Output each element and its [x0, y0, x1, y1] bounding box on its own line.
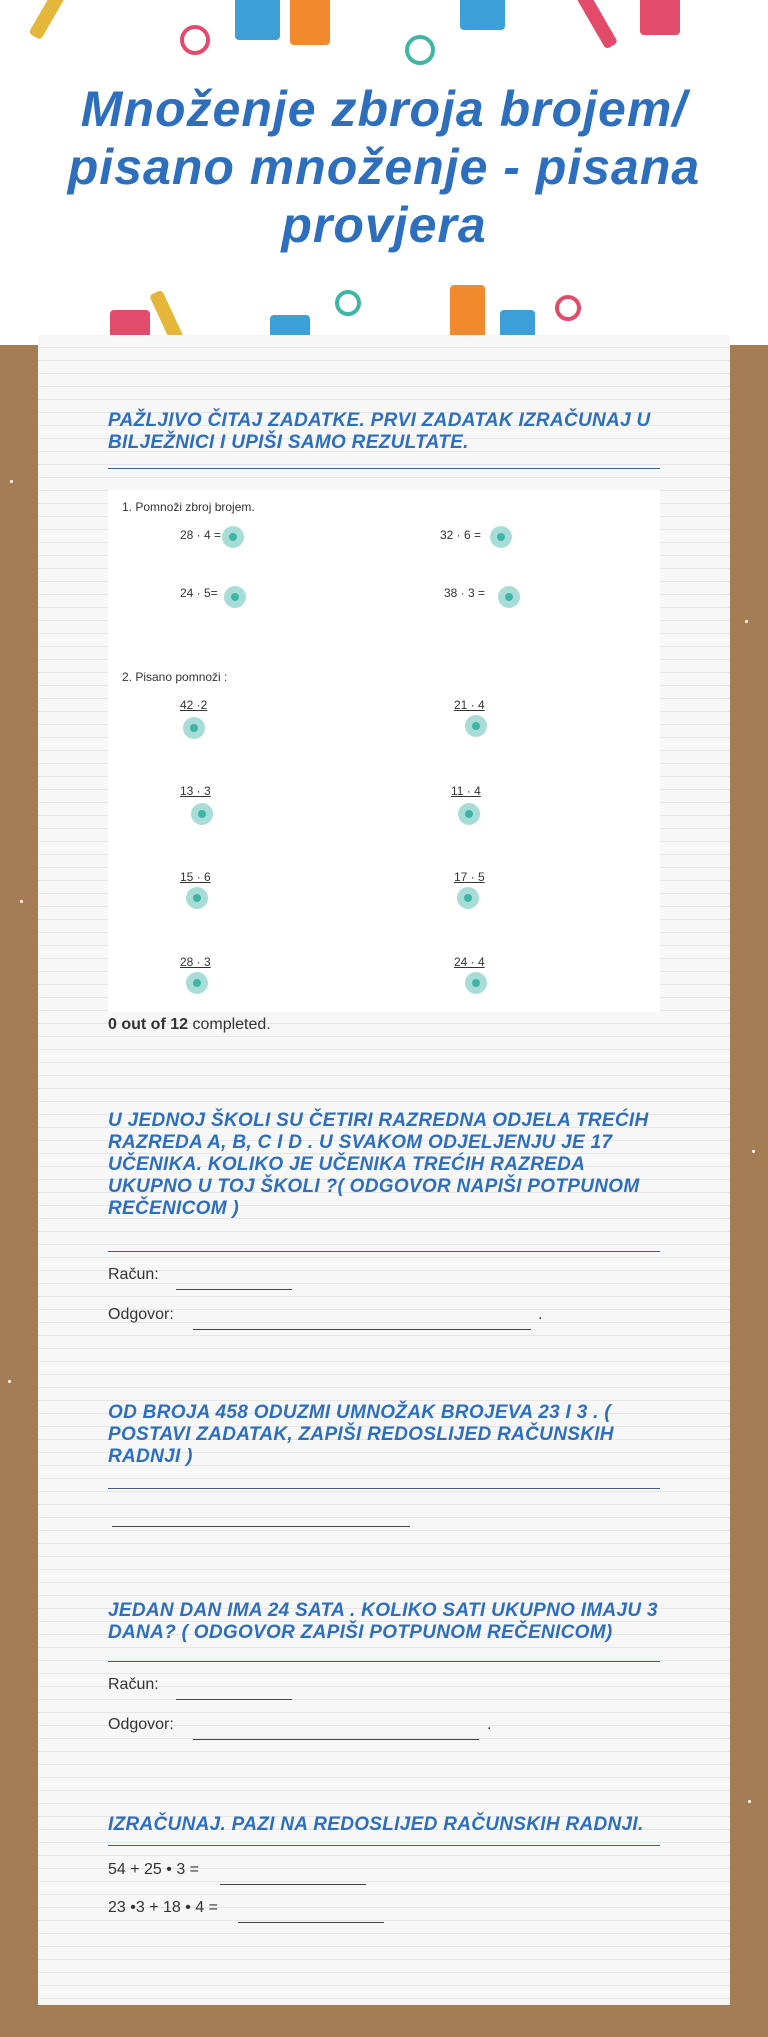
answer-hotspot[interactable] — [186, 887, 208, 909]
cork-dot — [8, 1380, 11, 1383]
answer-hotspot[interactable] — [458, 803, 480, 825]
expression: 24 · 5= — [180, 586, 218, 600]
cork-dot — [748, 1800, 751, 1803]
answer-hotspot[interactable] — [191, 803, 213, 825]
backpack-decoration — [640, 0, 680, 35]
divider — [108, 1661, 660, 1662]
question-2: 2. Pisano pomnoži : — [122, 670, 228, 684]
odgovor-input[interactable] — [193, 1329, 531, 1330]
divider — [108, 468, 660, 469]
equation-2: 23 •3 + 18 • 4 = — [108, 1899, 218, 1916]
answer-hotspot[interactable] — [186, 972, 208, 994]
odgovor-label: Odgovor: — [108, 1716, 174, 1733]
question-1: 1. Pomnoži zbroj brojem. — [122, 500, 255, 514]
section-heading-task-3: OD BROJA 458 ODUZMI UMNOŽAK BROJEVA 23 I 3 . ( POSTAVI ZADATAK, ZAPIŠI REDOSLIJED RAČUNSKIH RADNJI ) — [108, 1402, 614, 1467]
expression: 11 · 4 — [451, 784, 481, 798]
expression: 28 · 4 = — [180, 528, 222, 542]
answer-hotspot[interactable] — [465, 715, 487, 737]
equation-1: 54 + 25 • 3 = — [108, 1861, 200, 1878]
racun-input[interactable] — [176, 1289, 292, 1290]
answer-hotspot[interactable] — [457, 887, 479, 909]
answer-hotspot[interactable] — [183, 717, 205, 739]
section-heading-task-2: U JEDNOJ ŠKOLI SU ČETIRI RAZREDNA ODJELA TREĆIH RAZREDA A, B, C I D . U SVAKOM ODJELJENJU JE 17 UČENIKA. KOLIKO JE UČENIKA TREĆIH RAZREDA UKUPNO U TOJ ŠKOLI ?( ODGOVOR NAPIŠI POTPUNOM REČENICOM ) — [108, 1110, 649, 1219]
scissors-decoration — [405, 35, 435, 65]
racun-label: Račun: — [108, 1676, 159, 1693]
scissors-decoration — [180, 25, 210, 55]
expression: 17 · 5 — [454, 870, 485, 884]
expression: 13 · 3 — [180, 784, 211, 798]
answer-hotspot[interactable] — [490, 526, 512, 548]
expression: 15 · 6 — [180, 870, 211, 884]
period: . — [538, 1306, 543, 1323]
cork-dot — [745, 620, 748, 623]
backpack-decoration — [460, 0, 505, 30]
equation-1-input[interactable] — [220, 1884, 366, 1885]
scissors-decoration — [335, 290, 361, 316]
scissors-decoration — [555, 295, 581, 321]
expression: 42 ·2 — [180, 698, 208, 712]
odgovor-input[interactable] — [193, 1739, 479, 1740]
answer-hotspot[interactable] — [465, 972, 487, 994]
expression: 38 · 3 = — [444, 586, 486, 600]
divider — [108, 1251, 660, 1252]
divider — [108, 1488, 660, 1489]
divider — [108, 1845, 660, 1846]
progress-count: 0 out of 12 — [108, 1016, 189, 1033]
racun-input[interactable] — [176, 1699, 292, 1700]
header-banner — [0, 0, 768, 345]
backpack-decoration — [235, 0, 280, 40]
expression: 28 · 3 — [180, 955, 211, 969]
page-title: Množenje zbroja brojem/ pisano množenje - pisana provjera — [67, 81, 701, 253]
odgovor-label: Odgovor: — [108, 1306, 174, 1323]
pencil-decoration — [576, 0, 618, 49]
answer-hotspot[interactable] — [224, 586, 246, 608]
section-heading-task-4: JEDAN DAN IMA 24 SATA . KOLIKO SATI UKUPNO IMAJU 3 DANA? ( ODGOVOR ZAPIŠI POTPUNOM REČENICOM) — [108, 1600, 658, 1643]
equation-2-input[interactable] — [238, 1922, 384, 1923]
worksheet-image — [108, 490, 660, 1012]
books-decoration — [290, 0, 330, 45]
answer-hotspot[interactable] — [222, 526, 244, 548]
cork-dot — [10, 480, 13, 483]
progress-label: completed. — [188, 1016, 271, 1033]
section-heading-task-5: IZRAČUNAJ. PAZI NA REDOSLIJED RAČUNSKIH RADNJI. — [108, 1814, 644, 1835]
period: . — [487, 1716, 492, 1733]
expression: 24 · 4 — [454, 955, 485, 969]
cork-dot — [752, 1150, 755, 1153]
pencil-decoration — [28, 0, 65, 40]
expression: 21 · 4 — [454, 698, 485, 712]
answer-hotspot[interactable] — [498, 586, 520, 608]
expression: 32 · 6 = — [440, 528, 482, 542]
answer-input[interactable] — [112, 1526, 410, 1527]
cork-dot — [20, 900, 23, 903]
section-heading-instructions: PAŽLJIVO ČITAJ ZADATKE. PRVI ZADATAK IZRAČUNAJ U BILJEŽNICI I UPIŠI SAMO REZULTATE. — [108, 410, 651, 453]
racun-label: Račun: — [108, 1266, 159, 1283]
progress-status — [108, 1016, 271, 1034]
